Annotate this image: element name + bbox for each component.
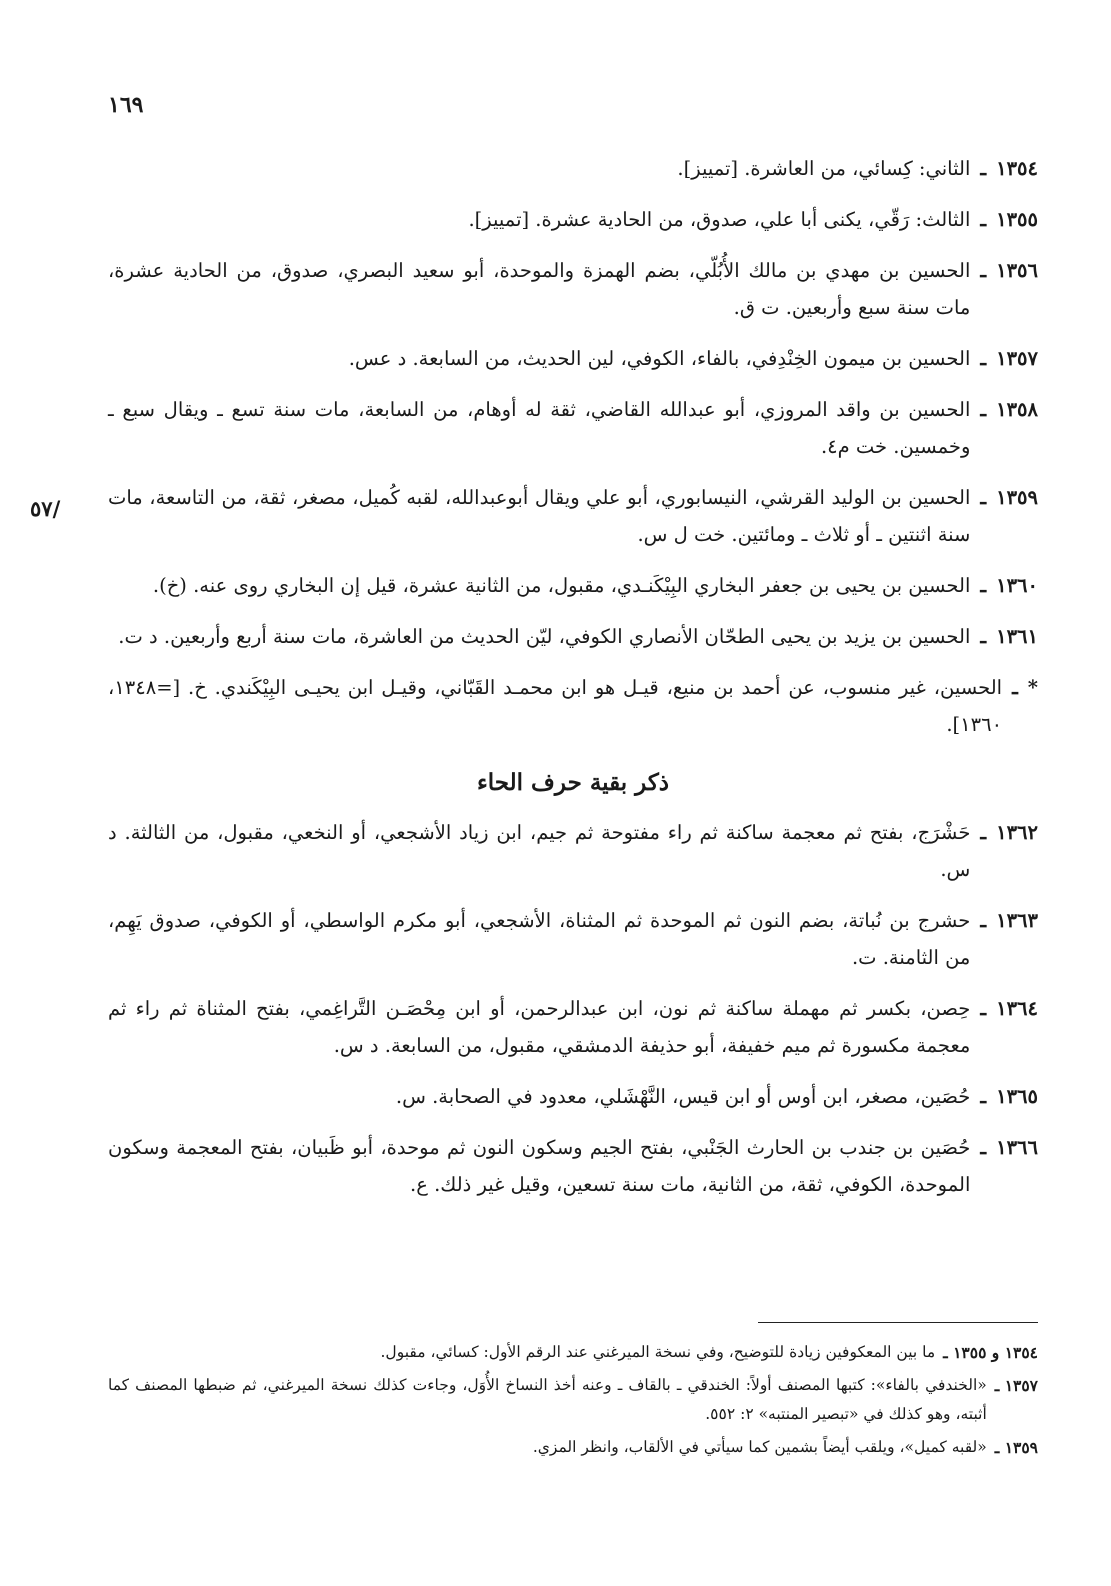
footnote-number: ١٣٥٤ و ١٣٥٥ ـ [943,1343,1038,1362]
entry [108,1129,1038,1203]
entry-dash: ـ [1012,676,1018,699]
entry-number: ١٣٥٥ [996,208,1038,231]
entry-dash: ـ [980,157,987,180]
entry-dash: ـ [980,625,987,648]
entry-text: حَشْرَج، بفتح ثم معجمة ساكنة ثم راء مفتوحة ثم جيم، ابن زياد الأشجعي، أو النخعي، مقبول، من الثالثة. د س. [108,821,971,881]
entry-text: الثاني: كِسائي، من العاشرة. [تمييز]. [677,157,971,180]
entry-text: الحسين بن واقد المروزي، أبو عبدالله القاضي، ثقة له أوهام، من السابعة، مات سنة تسع ـ ويقال سبع ـ وخمسين. خت م٤. [108,398,971,458]
entry-number: ١٣٥٧ [996,347,1038,370]
entry-number: ١٣٦٠ [996,574,1038,597]
footnote [108,1433,1038,1462]
entry-number: * [1027,676,1038,699]
section-heading: ذكر بقية حرف الحاء [476,769,670,796]
entry [108,391,1038,465]
entry [108,1078,1038,1115]
entry-text: حُصَين، مصغر، ابن أوس أو ابن قيس، النَّهْشَلي، معدود في الصحابة. س. [395,1085,971,1108]
entries-section [108,150,1038,1217]
entry-text: الثالث: رَقّي، يكنى أبا علي، صدوق، من الحادية عشرة. [تمييز]. [468,208,971,231]
footnote-text: «الخندفي بالفاء»: كتبها المصنف أولاً: الخندقي ـ بالقاف ـ وعنه أخذ النساخ الأُوَل، وجاءت كذلك نسخة الميرغني، ثم ضبطها المصنف كما أثبته، وهو كذلك في «تبصير المنتبه» ٢: ٥٥٢. [108,1376,987,1423]
footnote-text: ما بين المعكوفين زيادة للتوضيح، وفي نسخة الميرغني عند الرقم الأول: كسائي، مقبول. [380,1343,936,1361]
entry-number: ١٣٦٢ [996,821,1038,844]
entry-number: ١٣٦٦ [996,1136,1038,1159]
entry-dash: ـ [980,1136,987,1159]
entry-dash: ـ [980,398,987,421]
margin-note: /٥٧ [30,496,61,521]
entry-number: ١٣٥٨ [996,398,1038,421]
entry [108,150,1038,187]
entry-number: ١٣٦٥ [996,1085,1038,1108]
entry-number: ١٣٦٤ [996,997,1038,1020]
entry-text: الحسين بن يحيى بن جعفر البخاري البِيْكَنـدي، مقبول، من الثانية عشرة، قيل إن البخاري روى عنه. (خ). [152,574,971,597]
entry-dash: ـ [980,486,987,509]
entry-text: الحسين بن مهدي بن مالك الأُبُلّي، بضم الهمزة والموحدة، أبو سعيد البصري، صدوق، من الحادية عشرة، مات سنة سبع وأربعين. ت ق. [108,259,971,319]
entry-text: الحسين، غير منسوب، عن أحمد بن منيع، قيـل هو ابن محمـد القَبّاني، وقيـل ابن يحيـى البِيْكَندي. خ. [=١٣٤٨، ١٣٦٠]. [108,676,1003,736]
entry [108,479,1038,553]
entry-number: ١٣٦١ [996,625,1038,648]
entry-dash: ـ [980,1085,987,1108]
entry-number: ١٣٥٤ [996,157,1038,180]
entry-number: ١٣٥٩ [996,486,1038,509]
entry [108,902,1038,976]
entries-list-a [108,150,1038,743]
footnote-text: «لقبه كميل»، ويلقب أيضاً بشمين كما سيأتي في الألقاب، وانظر المزي. [532,1438,987,1456]
entry-text: الحسين بن الوليد القرشي، النيسابوري، أبو علي ويقال أبوعبدالله، لقبه كُميل، مصغر، ثقة، من التاسعة، مات سنة اثنتين ـ أو ثلاث ـ ومائتين. خت ل س. [108,486,971,546]
entry-text: حُصَين بن جندب بن الحارث الجَنْبي، بفتح الجيم وسكون النون ثم موحدة، أبو ظَبيان، بفتح المعجمة وسكون الموحدة، الكوفي، ثقة، من الثانية، مات سنة تسعين، وقيل غير ذلك. ع. [108,1136,971,1196]
entry [108,618,1038,655]
footnote-number: ١٣٥٩ ـ [994,1438,1038,1457]
entry [108,252,1038,326]
entry-text: الحسين بن يزيد بن يحيى الطحّان الأنصاري الكوفي، ليّن الحديث من العاشرة، مات سنة أربع وأربعين. د ت. [118,625,971,648]
entry [108,201,1038,238]
entry [108,340,1038,377]
entry-text: حشرج بن نُباتة، بضم النون ثم الموحدة ثم المثناة، الأشجعي، أبو مكرم الواسطي، أو الكوفي، صدوق يَهِم، من الثامنة. ت. [108,909,971,969]
entry-dash: ـ [980,821,987,844]
entry [108,990,1038,1064]
entries-list-b [108,814,1038,1203]
footnote-divider [758,1322,1038,1323]
entry [108,669,1038,743]
footnote [108,1338,1038,1367]
entry-dash: ـ [980,208,987,231]
entry-text: حِصن، بكسر ثم مهملة ساكنة ثم نون، ابن عبدالرحمن، أو ابن مِحْصَـن التَّراغِمي، بفتح المثناة ثم راء ثم معجمة مكسورة ثم ميم خفيفة، أبو حذيفة الدمشقي، مقبول، من السابعة. د س. [108,997,971,1057]
footnote [108,1371,1038,1429]
entry-dash: ـ [980,347,987,370]
entry-text: الحسين بن ميمون الخِنْدِفي، بالفاء، الكوفي، لين الحديث، من السابعة. د عس. [348,347,971,370]
entry-dash: ـ [980,574,987,597]
entry-number: ١٣٦٣ [996,909,1038,932]
entry [108,814,1038,888]
entry [108,567,1038,604]
footnote-number: ١٣٥٧ ـ [994,1376,1038,1395]
footnotes-section [108,1338,1038,1466]
entry-dash: ـ [980,997,987,1020]
page-number: ١٦٩ [108,92,144,118]
entry-dash: ـ [980,259,987,282]
entry-dash: ـ [980,909,987,932]
entry-number: ١٣٥٦ [996,259,1038,282]
